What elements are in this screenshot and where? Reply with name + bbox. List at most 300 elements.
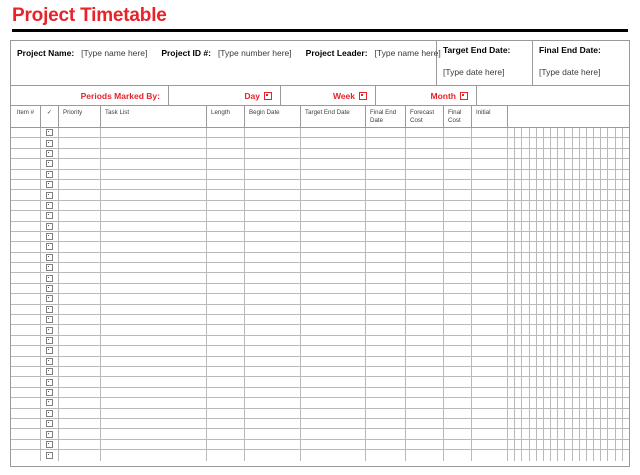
timeline-cell[interactable] bbox=[515, 159, 522, 168]
timeline-cell[interactable] bbox=[544, 294, 551, 303]
timeline-cell[interactable] bbox=[530, 440, 537, 449]
timeline-cell[interactable] bbox=[551, 325, 558, 334]
timeline-cell[interactable] bbox=[565, 211, 572, 220]
cell-final_end[interactable] bbox=[366, 284, 406, 293]
checkbox-icon-task[interactable] bbox=[46, 192, 53, 199]
cell-length[interactable] bbox=[207, 242, 245, 251]
cell-target_end[interactable] bbox=[301, 357, 366, 366]
cell-initial[interactable] bbox=[472, 325, 508, 334]
cell-target_end[interactable] bbox=[301, 138, 366, 147]
cell-begin[interactable] bbox=[245, 201, 301, 210]
timeline-cell[interactable] bbox=[537, 273, 544, 282]
timeline-cell[interactable] bbox=[508, 138, 515, 147]
checkbox-icon-task[interactable] bbox=[46, 129, 53, 136]
timeline-cell[interactable] bbox=[623, 398, 629, 407]
timeline-cell[interactable] bbox=[530, 325, 537, 334]
timeline-cell[interactable] bbox=[573, 180, 580, 189]
checkbox-icon-day[interactable] bbox=[264, 92, 272, 100]
cell-check[interactable] bbox=[41, 138, 59, 147]
cell-final_end[interactable] bbox=[366, 138, 406, 147]
timeline-cell[interactable] bbox=[558, 388, 565, 397]
timeline-cell[interactable] bbox=[623, 357, 629, 366]
cell-initial[interactable] bbox=[472, 180, 508, 189]
cell-begin[interactable] bbox=[245, 315, 301, 324]
timeline-cell[interactable] bbox=[537, 419, 544, 428]
timeline-cell[interactable] bbox=[537, 263, 544, 272]
cell-begin[interactable] bbox=[245, 336, 301, 345]
cell-final_end[interactable] bbox=[366, 346, 406, 355]
cell-forecast_cost[interactable] bbox=[406, 429, 444, 438]
timeline-cell[interactable] bbox=[616, 325, 623, 334]
timeline-cell[interactable] bbox=[551, 253, 558, 262]
checkbox-icon-task[interactable] bbox=[46, 285, 53, 292]
timeline-cell[interactable] bbox=[580, 222, 587, 231]
timeline-cell[interactable] bbox=[608, 284, 615, 293]
timeline-cell[interactable] bbox=[594, 201, 601, 210]
timeline-cell[interactable] bbox=[522, 357, 529, 366]
cell-target_end[interactable] bbox=[301, 429, 366, 438]
timeline-cell[interactable] bbox=[558, 232, 565, 241]
timeline-cell[interactable] bbox=[508, 273, 515, 282]
cell-task[interactable] bbox=[101, 242, 207, 251]
timeline-cell[interactable] bbox=[594, 294, 601, 303]
cell-final_cost[interactable] bbox=[444, 149, 472, 158]
timeline-cell[interactable] bbox=[616, 232, 623, 241]
timeline-cell[interactable] bbox=[522, 149, 529, 158]
timeline-cell[interactable] bbox=[565, 357, 572, 366]
timeline-cell[interactable] bbox=[551, 294, 558, 303]
cell-forecast_cost[interactable] bbox=[406, 367, 444, 376]
cell-initial[interactable] bbox=[472, 284, 508, 293]
cell-check[interactable] bbox=[41, 315, 59, 324]
cell-check[interactable] bbox=[41, 284, 59, 293]
timeline-cell[interactable] bbox=[508, 325, 515, 334]
timeline-cell[interactable] bbox=[594, 284, 601, 293]
timeline-cell[interactable] bbox=[508, 377, 515, 386]
cell-task[interactable] bbox=[101, 409, 207, 418]
cell-initial[interactable] bbox=[472, 419, 508, 428]
timeline-cell[interactable] bbox=[522, 377, 529, 386]
timeline-cell[interactable] bbox=[623, 201, 629, 210]
timeline-cell[interactable] bbox=[558, 170, 565, 179]
timeline-cell[interactable] bbox=[608, 128, 615, 137]
timeline-cell[interactable] bbox=[623, 242, 629, 251]
table-row[interactable] bbox=[11, 242, 629, 252]
timeline-cell[interactable] bbox=[565, 398, 572, 407]
timeline-cell[interactable] bbox=[522, 419, 529, 428]
timeline-cell[interactable] bbox=[623, 253, 629, 262]
timeline-cell[interactable] bbox=[515, 336, 522, 345]
timeline-cell[interactable] bbox=[544, 398, 551, 407]
cell-check[interactable] bbox=[41, 170, 59, 179]
cell-length[interactable] bbox=[207, 450, 245, 460]
cell-length[interactable] bbox=[207, 398, 245, 407]
timeline-cell[interactable] bbox=[522, 232, 529, 241]
cell-task[interactable] bbox=[101, 325, 207, 334]
cell-initial[interactable] bbox=[472, 315, 508, 324]
cell-item[interactable] bbox=[11, 138, 41, 147]
cell-final_end[interactable] bbox=[366, 336, 406, 345]
timeline-cell[interactable] bbox=[565, 440, 572, 449]
timeline-cell[interactable] bbox=[530, 190, 537, 199]
timeline-cell[interactable] bbox=[580, 273, 587, 282]
cell-target_end[interactable] bbox=[301, 263, 366, 272]
cell-check[interactable] bbox=[41, 357, 59, 366]
cell-forecast_cost[interactable] bbox=[406, 273, 444, 282]
checkbox-icon-task[interactable] bbox=[46, 212, 53, 219]
cell-begin[interactable] bbox=[245, 284, 301, 293]
cell-forecast_cost[interactable] bbox=[406, 419, 444, 428]
timeline-cell[interactable] bbox=[608, 138, 615, 147]
period-option-day[interactable] bbox=[169, 86, 281, 105]
cell-target_end[interactable] bbox=[301, 284, 366, 293]
timeline-cell[interactable] bbox=[565, 149, 572, 158]
cell-final_cost[interactable] bbox=[444, 450, 472, 460]
timeline-cell[interactable] bbox=[573, 170, 580, 179]
timeline-cell[interactable] bbox=[623, 128, 629, 137]
timeline-cell[interactable] bbox=[515, 190, 522, 199]
timeline-cell[interactable] bbox=[558, 284, 565, 293]
project-name-field[interactable]: [Type name here] bbox=[81, 48, 148, 58]
checkbox-icon-task[interactable] bbox=[46, 275, 53, 282]
timeline-cell[interactable] bbox=[537, 190, 544, 199]
timeline-cell[interactable] bbox=[565, 367, 572, 376]
timeline-cell[interactable] bbox=[522, 170, 529, 179]
timeline-cell[interactable] bbox=[522, 388, 529, 397]
timeline-cell[interactable] bbox=[601, 170, 608, 179]
timeline-cell[interactable] bbox=[565, 222, 572, 231]
timeline-cell[interactable] bbox=[558, 190, 565, 199]
timeline-cell[interactable] bbox=[515, 263, 522, 272]
cell-target_end[interactable] bbox=[301, 336, 366, 345]
cell-forecast_cost[interactable] bbox=[406, 159, 444, 168]
cell-initial[interactable] bbox=[472, 409, 508, 418]
timeline-cell[interactable] bbox=[601, 149, 608, 158]
timeline-cell[interactable] bbox=[573, 305, 580, 314]
timeline-cell[interactable] bbox=[508, 440, 515, 449]
project-id-field[interactable]: [Type number here] bbox=[217, 48, 292, 58]
timeline-cell[interactable] bbox=[522, 294, 529, 303]
timeline-cell[interactable] bbox=[551, 398, 558, 407]
cell-final_end[interactable] bbox=[366, 222, 406, 231]
timeline-cell[interactable] bbox=[544, 284, 551, 293]
timeline-cell[interactable] bbox=[551, 305, 558, 314]
timeline-cell[interactable] bbox=[608, 305, 615, 314]
timeline-cell[interactable] bbox=[551, 263, 558, 272]
timeline-cell[interactable] bbox=[537, 305, 544, 314]
cell-final_end[interactable] bbox=[366, 294, 406, 303]
cell-final_end[interactable] bbox=[366, 450, 406, 460]
cell-task[interactable] bbox=[101, 149, 207, 158]
checkbox-icon-task[interactable] bbox=[46, 420, 53, 427]
cell-final_end[interactable] bbox=[366, 190, 406, 199]
cell-priority[interactable] bbox=[59, 336, 101, 345]
timeline-cell[interactable] bbox=[594, 357, 601, 366]
cell-begin[interactable] bbox=[245, 377, 301, 386]
checkbox-icon-task[interactable] bbox=[46, 358, 53, 365]
timeline-cell[interactable] bbox=[515, 429, 522, 438]
timeline-cell[interactable] bbox=[558, 159, 565, 168]
timeline-cell[interactable] bbox=[565, 263, 572, 272]
timeline-cell[interactable] bbox=[537, 242, 544, 251]
timeline-cell[interactable] bbox=[587, 388, 594, 397]
timeline-cell[interactable] bbox=[594, 273, 601, 282]
cell-item[interactable] bbox=[11, 149, 41, 158]
cell-initial[interactable] bbox=[472, 294, 508, 303]
timeline-cell[interactable] bbox=[565, 284, 572, 293]
timeline-cell[interactable] bbox=[558, 242, 565, 251]
timeline-cell[interactable] bbox=[551, 440, 558, 449]
timeline-cell[interactable] bbox=[558, 149, 565, 158]
cell-forecast_cost[interactable] bbox=[406, 201, 444, 210]
checkbox-icon-task[interactable] bbox=[46, 223, 53, 230]
cell-target_end[interactable] bbox=[301, 440, 366, 449]
timeline-cell[interactable] bbox=[580, 170, 587, 179]
timeline-cell[interactable] bbox=[601, 190, 608, 199]
cell-check[interactable] bbox=[41, 159, 59, 168]
cell-priority[interactable] bbox=[59, 253, 101, 262]
timeline-cell[interactable] bbox=[522, 253, 529, 262]
cell-target_end[interactable] bbox=[301, 242, 366, 251]
cell-target_end[interactable] bbox=[301, 315, 366, 324]
cell-final_cost[interactable] bbox=[444, 409, 472, 418]
cell-task[interactable] bbox=[101, 294, 207, 303]
timeline-cell[interactable] bbox=[594, 325, 601, 334]
timeline-cell[interactable] bbox=[551, 450, 558, 460]
timeline-cell[interactable] bbox=[616, 138, 623, 147]
cell-final_cost[interactable] bbox=[444, 253, 472, 262]
timeline-cell[interactable] bbox=[558, 429, 565, 438]
timeline-cell[interactable] bbox=[558, 377, 565, 386]
timeline-cell[interactable] bbox=[587, 325, 594, 334]
cell-length[interactable] bbox=[207, 159, 245, 168]
timeline-cell[interactable] bbox=[522, 450, 529, 460]
cell-length[interactable] bbox=[207, 315, 245, 324]
timeline-cell[interactable] bbox=[580, 232, 587, 241]
timeline-cell[interactable] bbox=[587, 377, 594, 386]
cell-task[interactable] bbox=[101, 253, 207, 262]
cell-final_end[interactable] bbox=[366, 409, 406, 418]
cell-item[interactable] bbox=[11, 253, 41, 262]
timeline-cell[interactable] bbox=[616, 211, 623, 220]
cell-final_end[interactable] bbox=[366, 170, 406, 179]
cell-forecast_cost[interactable] bbox=[406, 149, 444, 158]
timeline-cell[interactable] bbox=[608, 325, 615, 334]
cell-task[interactable] bbox=[101, 440, 207, 449]
timeline-cell[interactable] bbox=[580, 180, 587, 189]
timeline-cell[interactable] bbox=[601, 128, 608, 137]
timeline-cell[interactable] bbox=[565, 273, 572, 282]
timeline-cell[interactable] bbox=[608, 409, 615, 418]
timeline-cell[interactable] bbox=[623, 388, 629, 397]
timeline-cell[interactable] bbox=[623, 336, 629, 345]
timeline-cell[interactable] bbox=[508, 159, 515, 168]
timeline-cell[interactable] bbox=[515, 284, 522, 293]
timeline-cell[interactable] bbox=[573, 325, 580, 334]
timeline-cell[interactable] bbox=[551, 170, 558, 179]
cell-begin[interactable] bbox=[245, 294, 301, 303]
cell-check[interactable] bbox=[41, 253, 59, 262]
timeline-cell[interactable] bbox=[544, 232, 551, 241]
timeline-cell[interactable] bbox=[515, 211, 522, 220]
timeline-cell[interactable] bbox=[594, 222, 601, 231]
cell-task[interactable] bbox=[101, 222, 207, 231]
timeline-cell[interactable] bbox=[608, 211, 615, 220]
timeline-cell[interactable] bbox=[587, 263, 594, 272]
cell-begin[interactable] bbox=[245, 367, 301, 376]
timeline-cell[interactable] bbox=[551, 242, 558, 251]
cell-length[interactable] bbox=[207, 263, 245, 272]
checkbox-icon-task[interactable] bbox=[46, 306, 53, 313]
cell-final_end[interactable] bbox=[366, 253, 406, 262]
timeline-cell[interactable] bbox=[594, 242, 601, 251]
cell-length[interactable] bbox=[207, 190, 245, 199]
timeline-cell[interactable] bbox=[551, 315, 558, 324]
timeline-cell[interactable] bbox=[551, 388, 558, 397]
timeline-cell[interactable] bbox=[522, 398, 529, 407]
timeline-cell[interactable] bbox=[587, 170, 594, 179]
cell-priority[interactable] bbox=[59, 388, 101, 397]
timeline-cell[interactable] bbox=[573, 149, 580, 158]
target-end-date-field[interactable]: [Type date here] bbox=[443, 67, 505, 77]
checkbox-icon-task[interactable] bbox=[46, 399, 53, 406]
timeline-cell[interactable] bbox=[522, 440, 529, 449]
timeline-cell[interactable] bbox=[573, 211, 580, 220]
timeline-cell[interactable] bbox=[573, 128, 580, 137]
cell-priority[interactable] bbox=[59, 357, 101, 366]
timeline-cell[interactable] bbox=[594, 232, 601, 241]
timeline-cell[interactable] bbox=[544, 170, 551, 179]
timeline-cell[interactable] bbox=[508, 263, 515, 272]
checkbox-icon-task[interactable] bbox=[46, 368, 53, 375]
cell-begin[interactable] bbox=[245, 138, 301, 147]
cell-final_cost[interactable] bbox=[444, 190, 472, 199]
timeline-cell[interactable] bbox=[530, 346, 537, 355]
timeline-cell[interactable] bbox=[608, 201, 615, 210]
table-row[interactable] bbox=[11, 440, 629, 450]
timeline-cell[interactable] bbox=[601, 377, 608, 386]
timeline-cell[interactable] bbox=[573, 253, 580, 262]
cell-task[interactable] bbox=[101, 170, 207, 179]
timeline-cell[interactable] bbox=[515, 325, 522, 334]
cell-initial[interactable] bbox=[472, 429, 508, 438]
timeline-cell[interactable] bbox=[587, 409, 594, 418]
timeline-cell[interactable] bbox=[558, 273, 565, 282]
timeline-cell[interactable] bbox=[530, 211, 537, 220]
timeline-cell[interactable] bbox=[623, 170, 629, 179]
cell-check[interactable] bbox=[41, 325, 59, 334]
timeline-cell[interactable] bbox=[515, 440, 522, 449]
project-leader-field[interactable]: [Type name here] bbox=[374, 48, 441, 58]
table-row[interactable] bbox=[11, 398, 629, 408]
timeline-cell[interactable] bbox=[565, 377, 572, 386]
cell-target_end[interactable] bbox=[301, 180, 366, 189]
timeline-cell[interactable] bbox=[573, 159, 580, 168]
checkbox-icon-task[interactable] bbox=[46, 337, 53, 344]
timeline-cell[interactable] bbox=[515, 409, 522, 418]
timeline-cell[interactable] bbox=[508, 128, 515, 137]
timeline-cell[interactable] bbox=[608, 388, 615, 397]
cell-final_end[interactable] bbox=[366, 325, 406, 334]
cell-initial[interactable] bbox=[472, 211, 508, 220]
timeline-cell[interactable] bbox=[508, 211, 515, 220]
cell-final_cost[interactable] bbox=[444, 398, 472, 407]
timeline-cell[interactable] bbox=[573, 284, 580, 293]
cell-final_end[interactable] bbox=[366, 315, 406, 324]
cell-begin[interactable] bbox=[245, 190, 301, 199]
cell-final_end[interactable] bbox=[366, 180, 406, 189]
cell-item[interactable] bbox=[11, 357, 41, 366]
cell-item[interactable] bbox=[11, 367, 41, 376]
timeline-cell[interactable] bbox=[601, 253, 608, 262]
timeline-cell[interactable] bbox=[537, 159, 544, 168]
cell-task[interactable] bbox=[101, 357, 207, 366]
cell-task[interactable] bbox=[101, 128, 207, 137]
timeline-cell[interactable] bbox=[587, 180, 594, 189]
timeline-cell[interactable] bbox=[580, 305, 587, 314]
checkbox-icon-task[interactable] bbox=[46, 379, 53, 386]
timeline-cell[interactable] bbox=[594, 138, 601, 147]
cell-final_cost[interactable] bbox=[444, 419, 472, 428]
timeline-cell[interactable] bbox=[573, 388, 580, 397]
cell-target_end[interactable] bbox=[301, 419, 366, 428]
checkbox-icon-task[interactable] bbox=[46, 264, 53, 271]
timeline-cell[interactable] bbox=[544, 159, 551, 168]
timeline-cell[interactable] bbox=[515, 377, 522, 386]
timeline-cell[interactable] bbox=[537, 128, 544, 137]
timeline-cell[interactable] bbox=[530, 294, 537, 303]
timeline-cell[interactable] bbox=[522, 242, 529, 251]
cell-forecast_cost[interactable] bbox=[406, 377, 444, 386]
cell-length[interactable] bbox=[207, 170, 245, 179]
timeline-cell[interactable] bbox=[544, 325, 551, 334]
cell-target_end[interactable] bbox=[301, 367, 366, 376]
timeline-cell[interactable] bbox=[515, 357, 522, 366]
cell-forecast_cost[interactable] bbox=[406, 336, 444, 345]
cell-final_end[interactable] bbox=[366, 398, 406, 407]
cell-final_cost[interactable] bbox=[444, 180, 472, 189]
timeline-cell[interactable] bbox=[608, 346, 615, 355]
timeline-cell[interactable] bbox=[530, 242, 537, 251]
cell-forecast_cost[interactable] bbox=[406, 325, 444, 334]
timeline-cell[interactable] bbox=[623, 367, 629, 376]
cell-length[interactable] bbox=[207, 232, 245, 241]
cell-begin[interactable] bbox=[245, 450, 301, 460]
timeline-cell[interactable] bbox=[530, 305, 537, 314]
cell-check[interactable] bbox=[41, 201, 59, 210]
cell-final_end[interactable] bbox=[366, 429, 406, 438]
timeline-cell[interactable] bbox=[544, 440, 551, 449]
timeline-cell[interactable] bbox=[616, 357, 623, 366]
cell-length[interactable] bbox=[207, 211, 245, 220]
timeline-cell[interactable] bbox=[608, 336, 615, 345]
timeline-cell[interactable] bbox=[623, 284, 629, 293]
cell-priority[interactable] bbox=[59, 128, 101, 137]
cell-final_end[interactable] bbox=[366, 159, 406, 168]
timeline-cell[interactable] bbox=[551, 211, 558, 220]
cell-begin[interactable] bbox=[245, 253, 301, 262]
timeline-cell[interactable] bbox=[594, 398, 601, 407]
timeline-cell[interactable] bbox=[551, 409, 558, 418]
table-row[interactable] bbox=[11, 419, 629, 429]
timeline-cell[interactable] bbox=[587, 149, 594, 158]
table-row[interactable] bbox=[11, 305, 629, 315]
timeline-cell[interactable] bbox=[551, 190, 558, 199]
cell-initial[interactable] bbox=[472, 253, 508, 262]
timeline-cell[interactable] bbox=[544, 201, 551, 210]
cell-final_end[interactable] bbox=[366, 211, 406, 220]
timeline-cell[interactable] bbox=[558, 398, 565, 407]
